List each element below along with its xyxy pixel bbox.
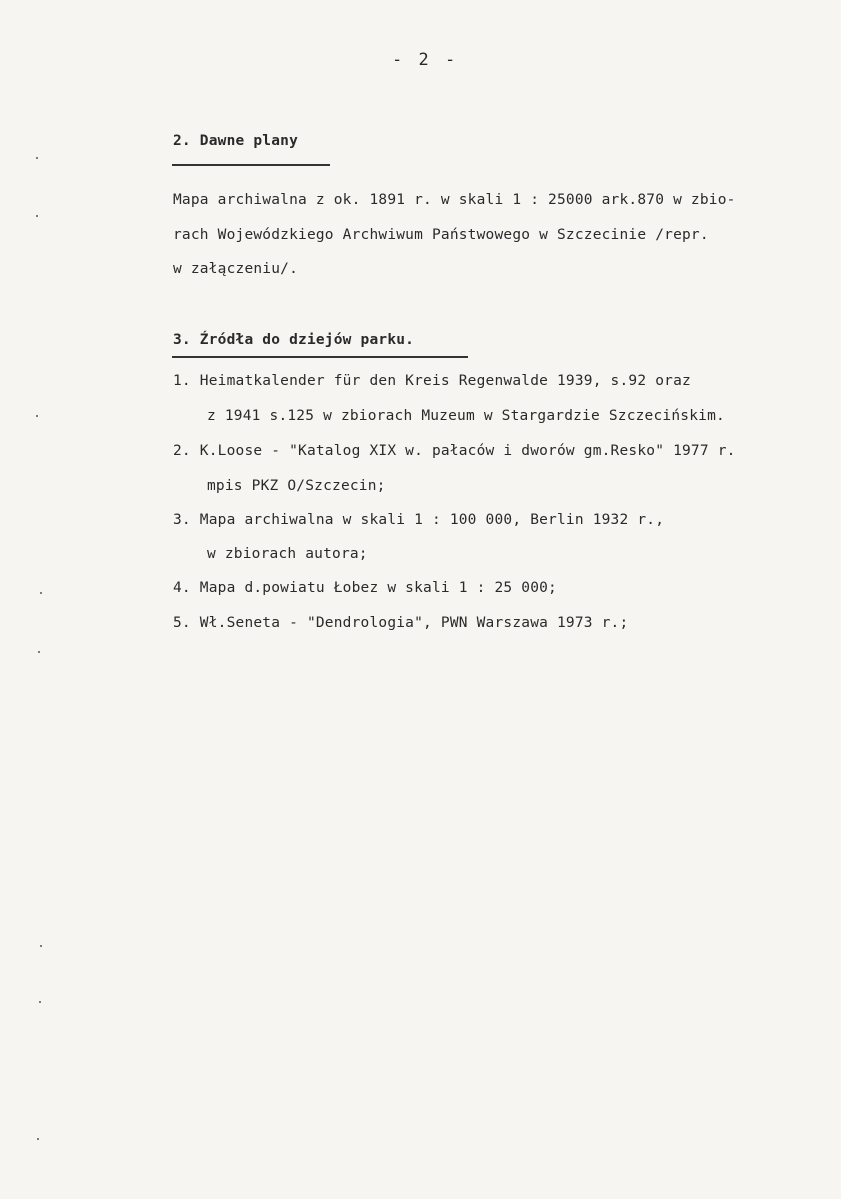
margin-speck [40,945,42,947]
section-3-underline [172,356,468,358]
margin-speck [36,157,38,159]
source-item-3-line-2: w zbiorach autora; [207,546,368,562]
page-number: - 2 - [392,50,459,70]
source-item-2-line-1: 2. K.Loose - "Katalog XIX w. pałaców i dworów gm.Resko" 1977 r. [173,443,736,459]
section-2-line-3: w załączeniu/. [173,261,299,277]
source-item-5: 5. Wł.Seneta - "Dendrologia", PWN Warszawa 1973 r.; [173,615,629,631]
section-2-line-2: rach Wojewódzkiego Archwiwum Państwowego w Szczecinie /repr. [173,227,709,243]
source-item-2-line-2: mpis PKZ O/Szczecin; [207,478,386,494]
margin-speck [40,592,42,594]
section-2-heading: 2. Dawne plany [173,133,299,149]
margin-speck [37,1138,39,1140]
section-2-underline [172,164,330,166]
margin-speck [39,1001,41,1003]
source-item-1-line-1: 1. Heimatkalender für den Kreis Regenwalde 1939, s.92 oraz [173,373,691,389]
section-2-line-1: Mapa archiwalna z ok. 1891 r. w skali 1 : 25000 ark.870 w zbio- [173,192,736,208]
source-item-3-line-1: 3. Mapa archiwalna w skali 1 : 100 000, Berlin 1932 r., [173,512,665,528]
source-item-4: 4. Mapa d.powiatu Łobez w skali 1 : 25 000; [173,580,557,596]
margin-speck [36,415,38,417]
margin-speck [36,215,38,217]
margin-speck [38,651,40,653]
source-item-1-line-2: z 1941 s.125 w zbiorach Muzeum w Stargardzie Szczecińskim. [207,408,725,424]
section-3-heading: 3. Źródła do dziejów parku. [173,332,415,348]
